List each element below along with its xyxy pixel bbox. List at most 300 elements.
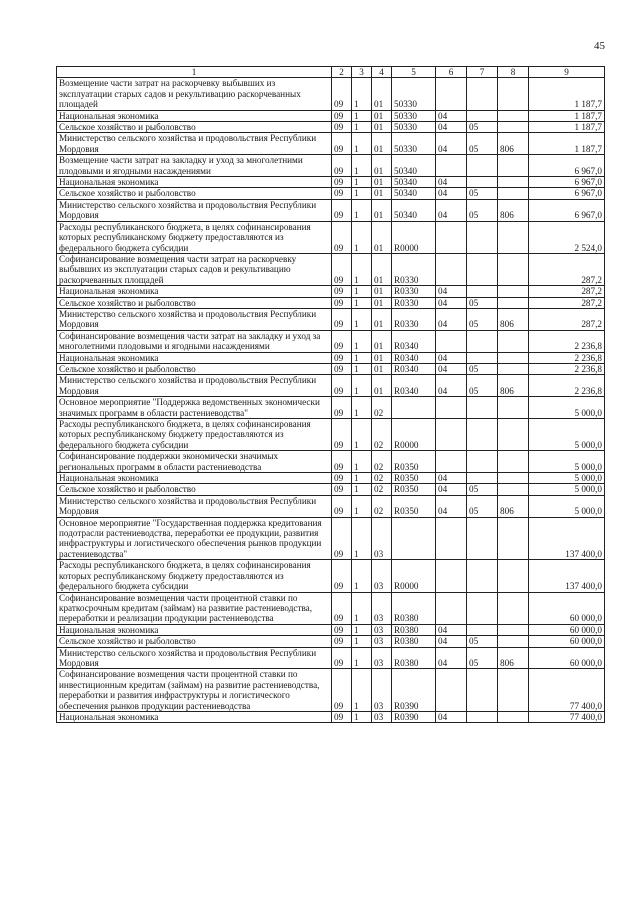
code-8-cell [498, 397, 529, 419]
column-header: 1 [57, 67, 332, 78]
code-5-cell: R0350 [392, 484, 436, 495]
code-8-cell [498, 286, 529, 297]
code-5-cell: 50330 [392, 110, 436, 121]
code-8-cell: 806 [498, 375, 529, 397]
code-2-cell: 09 [332, 669, 352, 712]
item-name-cell: Сельское хозяйство и рыболовство [57, 122, 332, 133]
code-6-cell: 04 [436, 647, 467, 669]
item-name-cell: Национальная экономика [57, 352, 332, 363]
item-name-cell: Сельское хозяйство и рыболовство [57, 636, 332, 647]
page-number: 45 [594, 40, 605, 52]
code-4-cell: 01 [372, 110, 392, 121]
code-6-cell [436, 669, 467, 712]
table-row [57, 221, 605, 253]
code-5-cell: R0380 [392, 592, 436, 624]
code-2-cell: 09 [332, 253, 352, 285]
amount-cell: 1 187,7 [529, 133, 605, 155]
item-name-cell: Софинансирование возмещения части процентной ставки по инвестиционным кредитам (займам) на развитие растениеводства, переработки и развития инфраструктуры и логистического обеспечения рынков продукции растениеводства [57, 669, 332, 712]
code-4-cell: 03 [372, 624, 392, 635]
code-2-cell: 09 [332, 647, 352, 669]
amount-cell: 2 236,8 [529, 352, 605, 363]
code-7-cell: 05 [467, 122, 498, 133]
code-7-cell [467, 397, 498, 419]
code-3-cell: 1 [352, 122, 372, 133]
code-2-cell: 09 [332, 122, 352, 133]
item-name-cell: Министерство сельского хозяйства и продовольствия Республики Мордовия [57, 308, 332, 330]
code-5-cell: R0330 [392, 297, 436, 308]
table-row [57, 155, 605, 177]
column-header: 3 [352, 67, 372, 78]
code-3-cell: 1 [352, 352, 372, 363]
code-4-cell: 01 [372, 308, 392, 330]
code-3-cell: 1 [352, 397, 372, 419]
table-body [57, 78, 605, 723]
code-7-cell: 05 [467, 375, 498, 397]
amount-cell: 137 400,0 [529, 560, 605, 592]
code-4-cell: 03 [372, 647, 392, 669]
code-5-cell: R0380 [392, 624, 436, 635]
code-7-cell: 05 [467, 199, 498, 221]
column-header: 5 [392, 67, 436, 78]
code-4-cell: 03 [372, 592, 392, 624]
code-8-cell [498, 122, 529, 133]
code-6-cell [436, 451, 467, 473]
code-3-cell: 1 [352, 297, 372, 308]
code-3-cell: 1 [352, 484, 372, 495]
code-2-cell: 09 [332, 624, 352, 635]
amount-cell: 6 967,0 [529, 177, 605, 188]
code-5-cell: 50340 [392, 188, 436, 199]
item-name-cell: Софинансирование возмещения части затрат на раскорчевку выбывших из эксплуатации старых садов и рекультивацию раскорчеванных площадей [57, 253, 332, 285]
code-3-cell: 1 [352, 78, 372, 110]
code-5-cell: R0000 [392, 221, 436, 253]
code-2-cell: 09 [332, 188, 352, 199]
code-2-cell: 09 [332, 375, 352, 397]
code-2-cell: 09 [332, 711, 352, 722]
code-5-cell: R0340 [392, 352, 436, 363]
item-name-cell: Софинансирование возмещения части процентной ставки по краткосрочным кредитам (займам) на развитие растениеводства, переработки и реализации продукции растениеводства [57, 592, 332, 624]
code-8-cell [498, 221, 529, 253]
code-7-cell [467, 253, 498, 285]
item-name-cell: Национальная экономика [57, 286, 332, 297]
code-2-cell: 09 [332, 636, 352, 647]
code-4-cell: 03 [372, 711, 392, 722]
code-4-cell: 01 [372, 122, 392, 133]
item-name-cell: Министерство сельского хозяйства и продовольствия Республики Мордовия [57, 133, 332, 155]
code-2-cell: 09 [332, 78, 352, 110]
code-5-cell: R0330 [392, 308, 436, 330]
code-6-cell: 04 [436, 484, 467, 495]
code-7-cell [467, 78, 498, 110]
amount-cell: 5 000,0 [529, 484, 605, 495]
code-8-cell [498, 517, 529, 560]
item-name-cell: Возмещение части затрат на раскорчевку выбывших из эксплуатации старых садов и рекультивацию раскорчеванных площадей [57, 78, 332, 110]
code-4-cell: 01 [372, 375, 392, 397]
table-row [57, 517, 605, 560]
code-3-cell: 1 [352, 592, 372, 624]
item-name-cell: Министерство сельского хозяйства и продовольствия Республики Мордовия [57, 199, 332, 221]
code-2-cell: 09 [332, 286, 352, 297]
item-name-cell: Расходы республиканского бюджета, в целях софинансирования которых республиканскому бюджету предоставляются из федерального бюджета субсидии [57, 560, 332, 592]
code-3-cell: 1 [352, 133, 372, 155]
code-3-cell: 1 [352, 221, 372, 253]
code-2-cell: 09 [332, 560, 352, 592]
code-7-cell [467, 110, 498, 121]
table-row [57, 133, 605, 155]
code-5-cell: R0390 [392, 669, 436, 712]
code-2-cell: 09 [332, 397, 352, 419]
code-4-cell: 03 [372, 517, 392, 560]
code-4-cell: 03 [372, 669, 392, 712]
code-6-cell [436, 78, 467, 110]
code-3-cell: 1 [352, 286, 372, 297]
amount-cell: 2 236,8 [529, 330, 605, 352]
code-8-cell [498, 188, 529, 199]
code-3-cell: 1 [352, 330, 372, 352]
code-7-cell [467, 711, 498, 722]
amount-cell: 287,2 [529, 308, 605, 330]
code-7-cell [467, 592, 498, 624]
code-4-cell: 02 [372, 495, 392, 517]
code-5-cell: R0340 [392, 363, 436, 374]
code-8-cell: 806 [498, 647, 529, 669]
column-header: 6 [436, 67, 467, 78]
item-name-cell: Национальная экономика [57, 177, 332, 188]
code-5-cell: R0390 [392, 711, 436, 722]
amount-cell: 5 000,0 [529, 397, 605, 419]
code-4-cell: 01 [372, 177, 392, 188]
table-row [57, 330, 605, 352]
code-5-cell: R0340 [392, 330, 436, 352]
code-3-cell: 1 [352, 188, 372, 199]
code-6-cell [436, 560, 467, 592]
column-header: 7 [467, 67, 498, 78]
item-name-cell: Национальная экономика [57, 624, 332, 635]
table-row [57, 375, 605, 397]
amount-cell: 77 400,0 [529, 669, 605, 712]
code-7-cell: 05 [467, 133, 498, 155]
code-8-cell [498, 330, 529, 352]
amount-cell: 1 187,7 [529, 78, 605, 110]
code-6-cell [436, 592, 467, 624]
amount-cell: 60 000,0 [529, 592, 605, 624]
amount-cell: 6 967,0 [529, 155, 605, 177]
code-8-cell [498, 592, 529, 624]
item-name-cell: Национальная экономика [57, 473, 332, 484]
item-name-cell: Расходы республиканского бюджета, в целях софинансирования которых республиканскому бюджету предоставляются из федерального бюджета субсидии [57, 221, 332, 253]
table-row [57, 636, 605, 647]
code-2-cell: 09 [332, 451, 352, 473]
code-8-cell: 806 [498, 199, 529, 221]
code-6-cell: 04 [436, 473, 467, 484]
code-4-cell: 01 [372, 155, 392, 177]
code-2-cell: 09 [332, 592, 352, 624]
code-4-cell: 03 [372, 636, 392, 647]
amount-cell: 6 967,0 [529, 188, 605, 199]
amount-cell: 1 187,7 [529, 122, 605, 133]
column-header: 9 [529, 67, 605, 78]
code-7-cell: 05 [467, 308, 498, 330]
code-8-cell: 806 [498, 133, 529, 155]
code-6-cell [436, 155, 467, 177]
code-8-cell [498, 484, 529, 495]
table-row [57, 188, 605, 199]
code-7-cell [467, 419, 498, 451]
code-7-cell [467, 330, 498, 352]
code-6-cell: 04 [436, 133, 467, 155]
code-5-cell: 50340 [392, 155, 436, 177]
code-8-cell [498, 669, 529, 712]
code-3-cell: 1 [352, 451, 372, 473]
code-5-cell: R0350 [392, 473, 436, 484]
code-2-cell: 09 [332, 352, 352, 363]
code-6-cell: 04 [436, 110, 467, 121]
item-name-cell: Министерство сельского хозяйства и продовольствия Республики Мордовия [57, 375, 332, 397]
code-7-cell [467, 517, 498, 560]
table-row [57, 624, 605, 635]
code-4-cell: 02 [372, 419, 392, 451]
code-4-cell: 01 [372, 253, 392, 285]
header-row [57, 67, 605, 78]
code-2-cell: 09 [332, 110, 352, 121]
column-header: 2 [332, 67, 352, 78]
table-row [57, 397, 605, 419]
table-row [57, 419, 605, 451]
table-row [57, 352, 605, 363]
code-5-cell: 50330 [392, 122, 436, 133]
code-5-cell: R0350 [392, 495, 436, 517]
code-6-cell [436, 253, 467, 285]
amount-cell: 287,2 [529, 286, 605, 297]
code-5-cell: 50340 [392, 177, 436, 188]
code-3-cell: 1 [352, 363, 372, 374]
code-6-cell: 04 [436, 177, 467, 188]
amount-cell: 5 000,0 [529, 451, 605, 473]
code-2-cell: 09 [332, 308, 352, 330]
code-7-cell [467, 177, 498, 188]
code-5-cell: R0330 [392, 286, 436, 297]
code-3-cell: 1 [352, 110, 372, 121]
code-7-cell [467, 221, 498, 253]
item-name-cell: Национальная экономика [57, 110, 332, 121]
code-8-cell [498, 451, 529, 473]
code-8-cell [498, 419, 529, 451]
code-3-cell: 1 [352, 636, 372, 647]
budget-table [56, 66, 605, 723]
table-row [57, 297, 605, 308]
code-4-cell: 01 [372, 352, 392, 363]
amount-cell: 137 400,0 [529, 517, 605, 560]
code-4-cell: 01 [372, 78, 392, 110]
code-3-cell: 1 [352, 669, 372, 712]
code-6-cell: 04 [436, 297, 467, 308]
item-name-cell: Основное мероприятие "Государственная поддержка кредитования подотрасли растениеводства, переработки ее продукции, развития инфраструктуры и логистического обеспечения рынков продукции растениеводства" [57, 517, 332, 560]
code-8-cell: 806 [498, 308, 529, 330]
item-name-cell: Сельское хозяйство и рыболовство [57, 297, 332, 308]
code-7-cell [467, 624, 498, 635]
table-row [57, 592, 605, 624]
item-name-cell: Возмещение части затрат на закладку и уход за многолетними плодовыми и ягодными насаждениями [57, 155, 332, 177]
item-name-cell: Сельское хозяйство и рыболовство [57, 363, 332, 374]
table-row [57, 473, 605, 484]
item-name-cell: Расходы республиканского бюджета, в целях софинансирования которых республиканскому бюджету предоставляются из федерального бюджета субсидии [57, 419, 332, 451]
code-8-cell [498, 473, 529, 484]
amount-cell: 1 187,7 [529, 110, 605, 121]
amount-cell: 60 000,0 [529, 624, 605, 635]
amount-cell: 2 524,0 [529, 221, 605, 253]
code-6-cell: 04 [436, 636, 467, 647]
item-name-cell: Софинансирование поддержки экономически значимых региональных программ в области растениеводства [57, 451, 332, 473]
code-7-cell: 05 [467, 363, 498, 374]
code-4-cell: 02 [372, 473, 392, 484]
table-row [57, 495, 605, 517]
code-5-cell: R0330 [392, 253, 436, 285]
code-6-cell: 04 [436, 363, 467, 374]
item-name-cell: Сельское хозяйство и рыболовство [57, 188, 332, 199]
code-8-cell [498, 110, 529, 121]
table-row [57, 110, 605, 121]
code-3-cell: 1 [352, 473, 372, 484]
code-3-cell: 1 [352, 419, 372, 451]
code-6-cell [436, 330, 467, 352]
code-2-cell: 09 [332, 177, 352, 188]
code-6-cell [436, 397, 467, 419]
amount-cell: 287,2 [529, 253, 605, 285]
table-row [57, 253, 605, 285]
code-8-cell [498, 560, 529, 592]
code-4-cell: 01 [372, 221, 392, 253]
code-3-cell: 1 [352, 495, 372, 517]
code-2-cell: 09 [332, 155, 352, 177]
table-row [57, 199, 605, 221]
code-8-cell [498, 624, 529, 635]
code-4-cell: 02 [372, 451, 392, 473]
code-6-cell: 04 [436, 122, 467, 133]
code-7-cell: 05 [467, 188, 498, 199]
code-6-cell: 04 [436, 624, 467, 635]
code-8-cell [498, 352, 529, 363]
code-6-cell: 04 [436, 286, 467, 297]
code-3-cell: 1 [352, 624, 372, 635]
code-8-cell [498, 636, 529, 647]
amount-cell: 5 000,0 [529, 419, 605, 451]
code-5-cell: 50330 [392, 78, 436, 110]
code-8-cell [498, 177, 529, 188]
table-row [57, 669, 605, 712]
table-row [57, 484, 605, 495]
code-5-cell: R0350 [392, 451, 436, 473]
code-6-cell [436, 419, 467, 451]
code-4-cell: 02 [372, 484, 392, 495]
code-7-cell [467, 473, 498, 484]
table-row [57, 122, 605, 133]
amount-cell: 6 967,0 [529, 199, 605, 221]
amount-cell: 287,2 [529, 297, 605, 308]
code-4-cell: 01 [372, 133, 392, 155]
table-row [57, 177, 605, 188]
code-5-cell [392, 397, 436, 419]
code-3-cell: 1 [352, 375, 372, 397]
code-2-cell: 09 [332, 297, 352, 308]
amount-cell: 5 000,0 [529, 473, 605, 484]
code-8-cell [498, 253, 529, 285]
code-7-cell [467, 669, 498, 712]
code-6-cell: 04 [436, 495, 467, 517]
code-7-cell [467, 560, 498, 592]
amount-cell: 2 236,8 [529, 363, 605, 374]
code-5-cell [392, 517, 436, 560]
code-4-cell: 02 [372, 397, 392, 419]
code-8-cell [498, 297, 529, 308]
code-7-cell [467, 155, 498, 177]
code-4-cell: 01 [372, 330, 392, 352]
code-7-cell: 05 [467, 636, 498, 647]
code-5-cell: R0380 [392, 647, 436, 669]
code-8-cell [498, 363, 529, 374]
code-7-cell: 05 [467, 297, 498, 308]
item-name-cell: Министерство сельского хозяйства и продовольствия Республики Мордовия [57, 647, 332, 669]
code-2-cell: 09 [332, 133, 352, 155]
code-6-cell: 04 [436, 199, 467, 221]
code-2-cell: 09 [332, 363, 352, 374]
code-6-cell: 04 [436, 188, 467, 199]
code-3-cell: 1 [352, 199, 372, 221]
code-7-cell [467, 286, 498, 297]
code-8-cell [498, 78, 529, 110]
table-row [57, 286, 605, 297]
code-6-cell [436, 221, 467, 253]
table-row [57, 451, 605, 473]
code-2-cell: 09 [332, 517, 352, 560]
item-name-cell: Министерство сельского хозяйства и продовольствия Республики Мордовия [57, 495, 332, 517]
code-4-cell: 01 [372, 363, 392, 374]
code-8-cell: 806 [498, 495, 529, 517]
code-7-cell [467, 451, 498, 473]
code-5-cell: 50330 [392, 133, 436, 155]
code-8-cell [498, 155, 529, 177]
code-4-cell: 01 [372, 297, 392, 308]
code-4-cell: 01 [372, 188, 392, 199]
code-2-cell: 09 [332, 330, 352, 352]
column-header: 4 [372, 67, 392, 78]
code-3-cell: 1 [352, 177, 372, 188]
code-6-cell: 04 [436, 711, 467, 722]
amount-cell: 2 236,8 [529, 375, 605, 397]
code-4-cell: 03 [372, 560, 392, 592]
item-name-cell: Сельское хозяйство и рыболовство [57, 484, 332, 495]
code-6-cell: 04 [436, 308, 467, 330]
code-7-cell [467, 352, 498, 363]
item-name-cell: Софинансирование возмещения части затрат на закладку и уход за многолетними плодовыми и ягодными насаждениями [57, 330, 332, 352]
column-header: 8 [498, 67, 529, 78]
code-7-cell: 05 [467, 647, 498, 669]
code-6-cell: 04 [436, 352, 467, 363]
amount-cell: 60 000,0 [529, 636, 605, 647]
amount-cell: 5 000,0 [529, 495, 605, 517]
table-row [57, 78, 605, 110]
code-3-cell: 1 [352, 155, 372, 177]
code-7-cell: 05 [467, 495, 498, 517]
code-2-cell: 09 [332, 484, 352, 495]
code-5-cell: R0000 [392, 560, 436, 592]
table-row [57, 308, 605, 330]
code-7-cell: 05 [467, 484, 498, 495]
amount-cell: 77 400,0 [529, 711, 605, 722]
code-4-cell: 01 [372, 199, 392, 221]
code-2-cell: 09 [332, 495, 352, 517]
table-row [57, 711, 605, 722]
amount-cell: 60 000,0 [529, 647, 605, 669]
